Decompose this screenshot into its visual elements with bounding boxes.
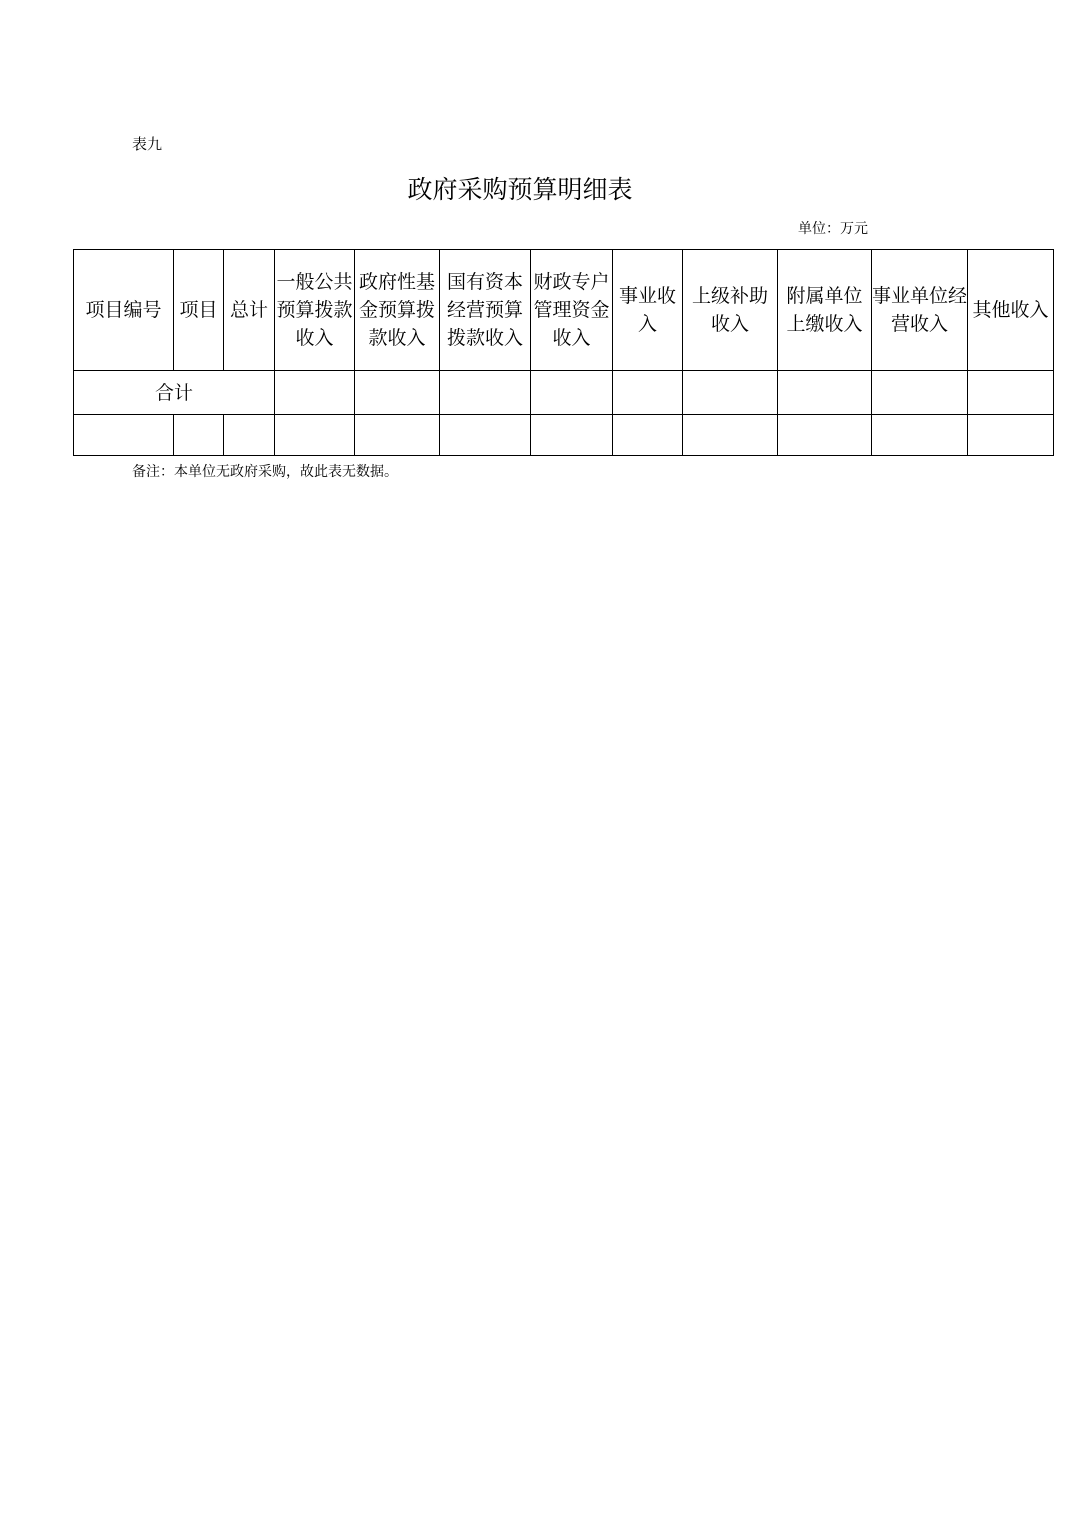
- table-cell: [778, 415, 872, 456]
- header-business-income: 事业收入: [613, 250, 683, 371]
- table-number-label: 表九: [132, 135, 163, 153]
- table-cell: [440, 415, 531, 456]
- procurement-budget-table: [73, 249, 1054, 456]
- total-row: [74, 371, 1054, 415]
- table-cell: [174, 415, 224, 456]
- header-operating-income: 事业单位经营收入: [872, 250, 968, 371]
- table-cell: [440, 371, 531, 415]
- table-cell: [872, 415, 968, 456]
- unit-label: 单位：万元: [798, 221, 868, 237]
- table-cell: [355, 415, 440, 456]
- header-government-fund: 政府性基金预算拨款收入: [355, 250, 440, 371]
- table-cell: [872, 371, 968, 415]
- table-cell: [74, 415, 174, 456]
- header-special-account: 财政专户管理资金收入: [531, 250, 613, 371]
- table-cell: [275, 371, 355, 415]
- header-general-budget: 一般公共预算拨款收入: [275, 250, 355, 371]
- table-cell: [613, 415, 683, 456]
- header-item: 项目: [174, 250, 224, 371]
- header-other-income: 其他收入: [968, 250, 1054, 371]
- header-total: 总计: [224, 250, 275, 371]
- table-cell: [275, 415, 355, 456]
- total-row-label: 合计: [74, 371, 275, 415]
- table-cell: [355, 371, 440, 415]
- footnote: 备注：本单位无政府采购，故此表无数据。: [132, 464, 398, 480]
- table-header-row: [74, 250, 1054, 371]
- table-cell: [531, 415, 613, 456]
- table-cell: [683, 371, 778, 415]
- table-cell: [968, 371, 1054, 415]
- table-cell: [778, 371, 872, 415]
- table-cell: [531, 371, 613, 415]
- table-cell: [224, 415, 275, 456]
- table-cell: [613, 371, 683, 415]
- page-title: 政府采购预算明细表: [407, 175, 633, 204]
- table-cell: [968, 415, 1054, 456]
- header-item-code: 项目编号: [74, 250, 174, 371]
- table-row: [74, 415, 1054, 456]
- table-cell: [683, 415, 778, 456]
- header-affiliated-payment: 附属单位上缴收入: [778, 250, 872, 371]
- header-superior-subsidy: 上级补助收入: [683, 250, 778, 371]
- header-state-capital: 国有资本经营预算拨款收入: [440, 250, 531, 371]
